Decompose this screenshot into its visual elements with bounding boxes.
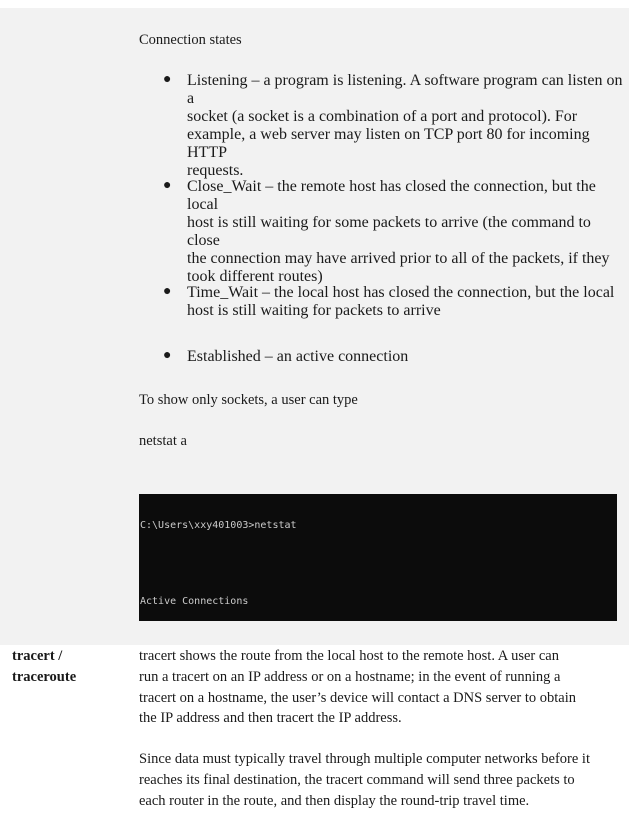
bullet-line: Established – an active connection: [187, 348, 409, 365]
bullet-line: host is still waiting for some packets to arrive (the command to close: [187, 214, 591, 249]
list-item: [163, 72, 627, 180]
bullet-line: requests.: [187, 162, 244, 179]
tracert-description: [139, 646, 629, 729]
list-item: [163, 284, 627, 320]
paragraph-line: reaches its final destination, the tracert command will send three packets to: [139, 771, 575, 788]
paragraph-line: tracert on a hostname, the user’s device will contact a DNS server to obtain: [139, 689, 577, 706]
paragraph-line: each router in the route, and then display the round-trip travel time.: [139, 792, 530, 809]
list-item: [163, 348, 627, 366]
bullet-icon: ●: [163, 284, 172, 299]
terminal-title: Active Connections: [140, 595, 249, 607]
bullet-line: took different routes): [187, 268, 323, 285]
bullet-line: the connection may have arrived prior to all of the packets, if they: [187, 250, 610, 267]
tracert-label-line: tracert /: [12, 648, 63, 664]
terminal-prompt: C:\Users\xxy401003>netstat: [140, 520, 297, 532]
tracert-label: [12, 646, 122, 688]
command-example: netstat a: [139, 433, 187, 449]
paragraph-line: Since data must typically travel through multiple computer networks before it: [139, 751, 590, 767]
bullet-line: Listening – a program is listening. A software program can listen on a: [187, 72, 623, 107]
terminal-screenshot: [139, 494, 617, 621]
tracert-label-line: traceroute: [12, 669, 77, 685]
tracert-packets-description: [139, 749, 629, 811]
paragraph-line: run a tracert on an IP address or on a hostname; in the event of running a: [139, 668, 561, 685]
sockets-instruction: To show only sockets, a user can type: [139, 392, 358, 408]
bullet-icon: ●: [163, 178, 172, 193]
list-item: [163, 178, 627, 286]
bullet-icon: ●: [163, 348, 172, 363]
bullet-line: example, a web server may listen on TCP port 80 for incoming HTTP: [187, 126, 590, 161]
bullet-line: Time_Wait – the local host has closed the connection, but the local: [187, 284, 615, 301]
bullet-line: socket (a socket is a combination of a port and protocol). For: [187, 108, 578, 125]
paragraph-line: the IP address and then tracert the IP address.: [139, 710, 402, 727]
bullet-line: Close_Wait – the remote host has closed the connection, but the local: [187, 178, 596, 213]
bullet-line: host is still waiting for packets to arrive: [187, 302, 441, 319]
bullet-icon: ●: [163, 72, 172, 87]
section-heading: Connection states: [139, 32, 242, 48]
paragraph-line: tracert shows the route from the local host to the remote host. A user can: [139, 648, 559, 664]
